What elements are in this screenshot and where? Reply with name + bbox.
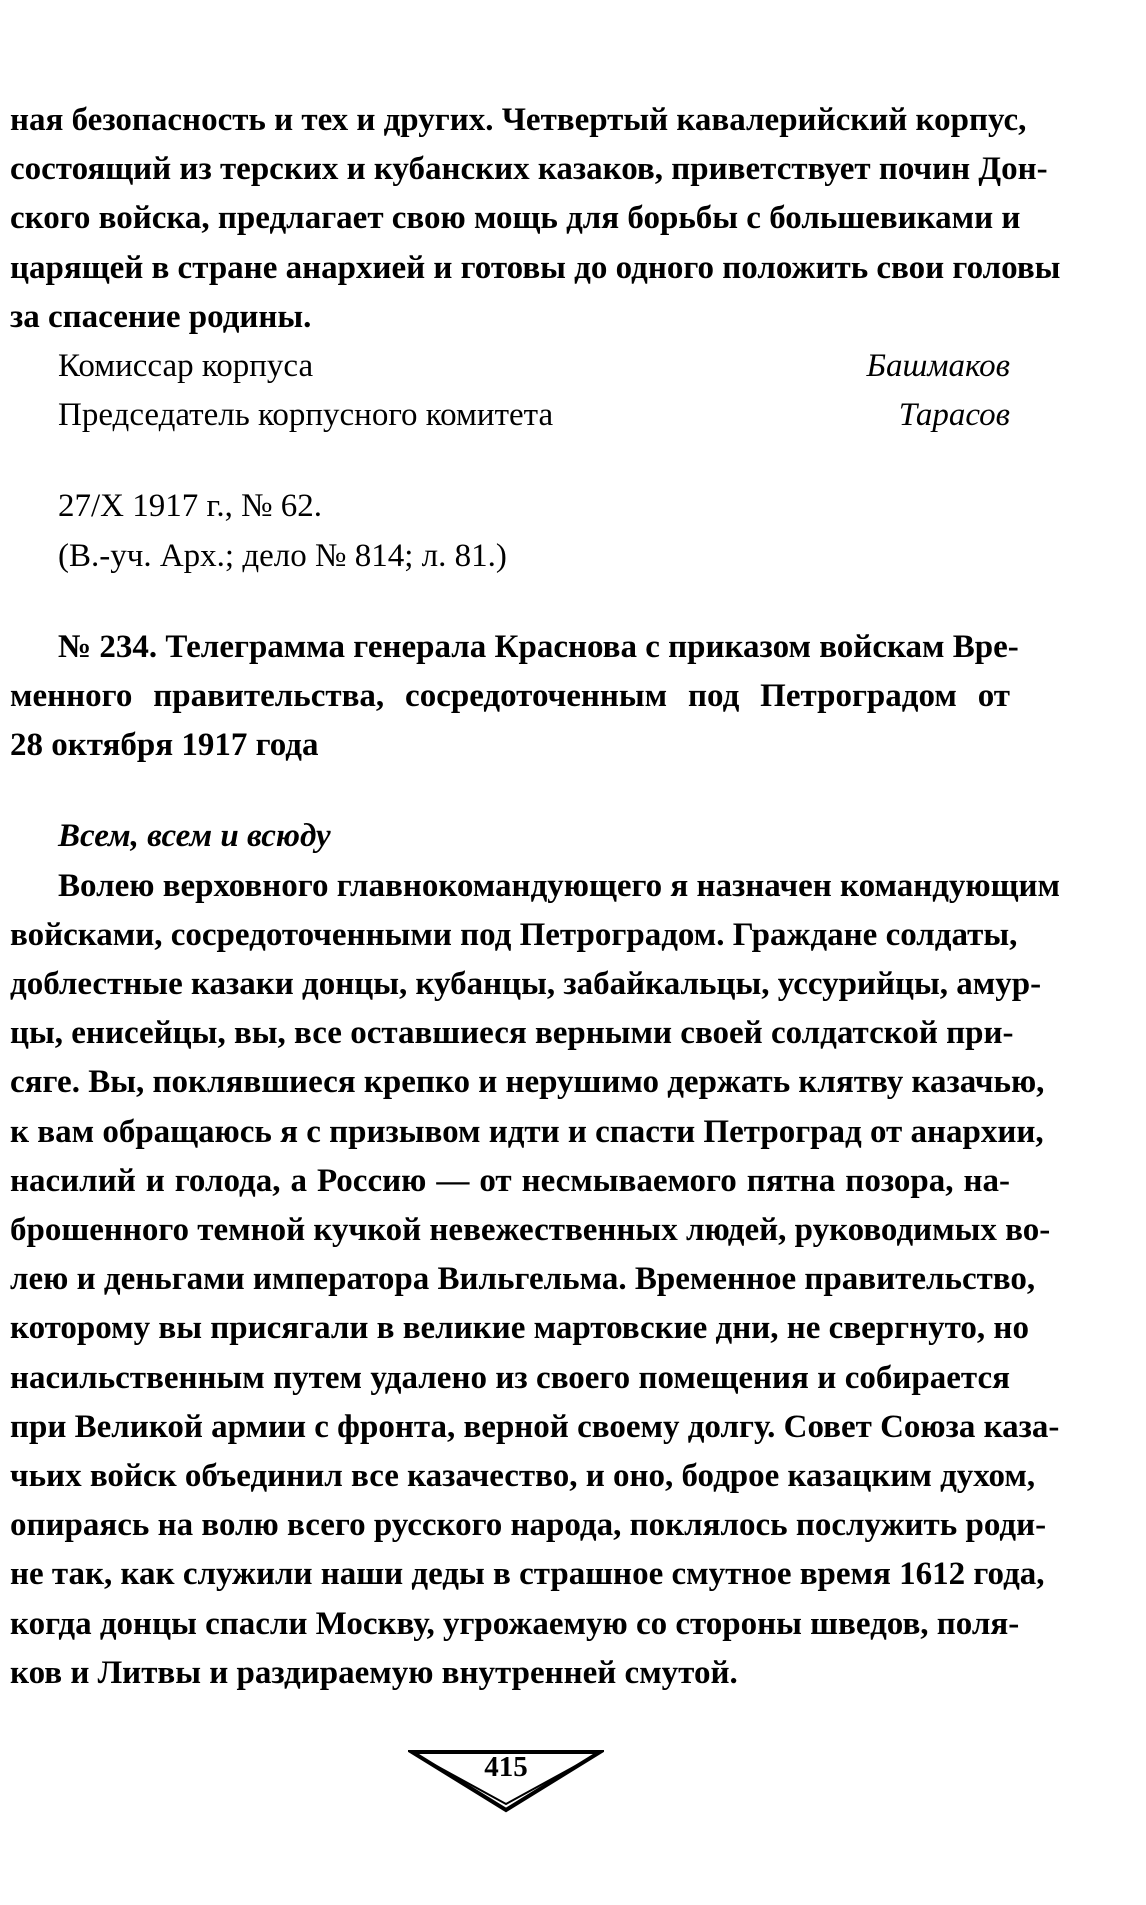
document-heading xyxy=(10,623,1019,771)
text-line: сяге. Вы, поклявшиеся крепко и нерушимо держать клятву казачью, xyxy=(10,1064,1045,1101)
signature-title: Председатель корпусного комитета xyxy=(58,397,554,434)
page-number-ornament xyxy=(408,1748,604,1814)
text-line: которому вы присягали в великие мартовские дни, не свергнуто, но xyxy=(10,1310,1029,1347)
intro-paragraph xyxy=(10,96,1061,342)
signature-name: Башмаков xyxy=(866,348,1010,385)
text-line: брошенного темной кучкой невежественных людей, руководимых во- xyxy=(10,1212,1051,1249)
text-line: чьих войск объединил все казачество, и оно, бодрое казацким духом, xyxy=(10,1458,1036,1495)
signature-row xyxy=(10,391,1010,440)
text-line: ная безопасность и тех и других. Четвертый кавалерийский корпус, xyxy=(10,102,1027,138)
text-line: состоящий из терских и кубанских казаков, приветствует почин Дон- xyxy=(10,151,1048,188)
reference-archive: (В.-уч. Арх.; дело № 814; л. 81.) xyxy=(58,537,507,574)
reference-date-number: 27/X 1917 г., № 62. xyxy=(58,488,323,525)
text-line: опираясь на волю всего русского народа, поклялось послужить роди- xyxy=(10,1507,1047,1544)
page-number: 415 xyxy=(484,1751,528,1783)
text-line: насильственным путем удалено из своего помещения и собирается xyxy=(10,1359,1010,1396)
heading-line: менного правительства, сосредоточенным под Петроградом от xyxy=(10,678,1010,715)
book-page xyxy=(10,96,1061,1698)
text-line: не так, как служили наши деды в страшное смутное время 1612 года, xyxy=(10,1556,1045,1593)
text-line: лею и деньгами императора Вильгельма. Временное правительство, xyxy=(10,1261,1036,1298)
text-line: за спасение родины. xyxy=(10,298,312,335)
text-line: доблестные казаки донцы, кубанцы, забайкальцы, уссурийцы, амур- xyxy=(10,966,1042,1003)
signature-name: Тарасов xyxy=(898,397,1010,434)
text-line: войсками, сосредоточенными под Петроградом. Граждане солдаты, xyxy=(10,916,1018,953)
address-line: Всем, всем и всюду xyxy=(58,818,331,855)
heading-line: № 234. Телеграмма генерала Краснова с приказом войскам Вре- xyxy=(58,628,1019,665)
text-line: насилий и голода, а Россию — от несмываемого пятна позора, на- xyxy=(10,1162,1010,1199)
heading-line: 28 октября 1917 года xyxy=(10,727,319,764)
signature-row xyxy=(10,342,1010,391)
text-line: Волею верховного главнокомандующего я назначен командующим xyxy=(58,867,1060,904)
text-line: когда донцы спасли Москву, угрожаемую со стороны шведов, поля- xyxy=(10,1605,1020,1642)
text-line: ского войска, предлагает свою мощь для борьбы с большевиками и xyxy=(10,200,1021,237)
text-line: к вам обращаюсь я с призывом идти и спасти Петроград от анархии, xyxy=(10,1113,1044,1150)
text-line: царящей в стране анархией и готовы до одного положить свои головы xyxy=(10,249,1061,286)
text-line: ков и Литвы и раздираемую внутренней смутой. xyxy=(10,1654,738,1691)
text-line: цы, енисейцы, вы, все оставшиеся верными своей солдатской при- xyxy=(10,1015,1014,1052)
body-paragraph xyxy=(10,862,1060,1698)
text-line: при Великой армии с фронта, верной своему долгу. Совет Союза каза- xyxy=(10,1408,1060,1445)
signature-title: Комиссар корпуса xyxy=(58,348,314,385)
